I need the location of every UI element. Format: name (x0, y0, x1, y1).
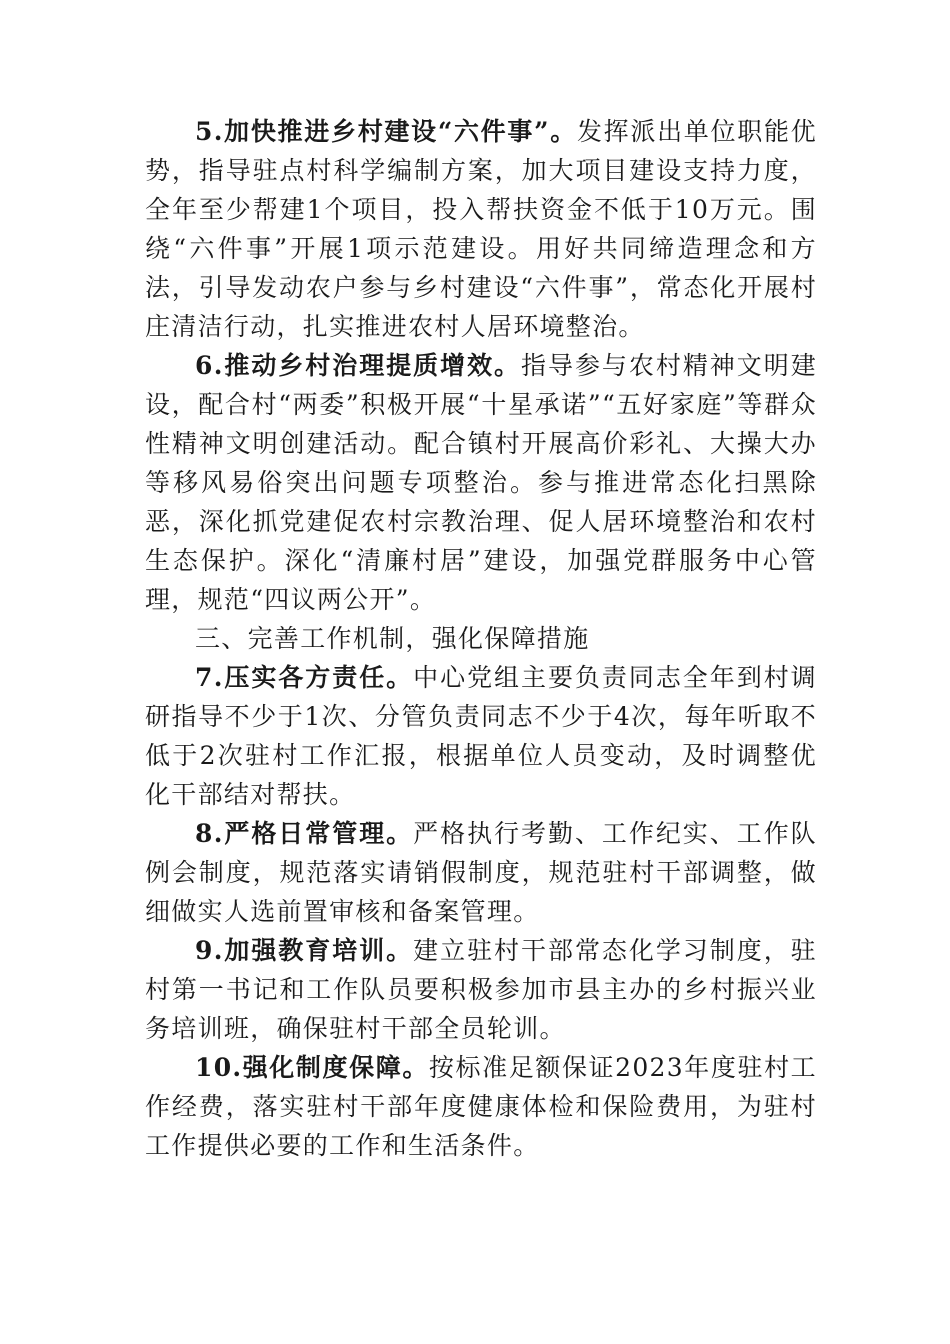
paragraph-6-body: 指导参与农村精神文明建设，配合村“两委”积极开展“十星承诺”“五好家庭”等群众性精神文明创建活动。配合镇村开展高价彩礼、大操大办等移风易俗突出问题专项整治。参与推进常态化扫黑除恶，深化抓党建促农村宗教治理、促人居环境整治和农村生态保护。深化“清廉村居”建设，加强党群服务中心管理，规范“四议两公开”。 (145, 351, 817, 614)
paragraph-9-title: 9.加强教育培训。 (195, 936, 414, 965)
paragraph-5-body: 发挥派出单位职能优势，指导驻点村科学编制方案，加大项目建设支持力度，全年至少帮建1个项目，投入帮扶资金不低于10万元。围绕“六件事”开展1项示范建设。用好共同缔造理念和方法，引导发动农户参与乡村建设“六件事”，常态化开展村庄清洁行动，扎实推进农村人居环境整治。 (145, 117, 817, 341)
paragraph-7 (145, 658, 817, 814)
section-heading: 三、完善工作机制，强化保障措施 (195, 624, 590, 653)
paragraph-6-title: 6.推动乡村治理提质增效。 (195, 351, 522, 380)
paragraph-10 (145, 1048, 817, 1165)
paragraph-8-title: 8.严格日常管理。 (195, 819, 414, 848)
paragraph-10-title: 10.强化制度保障。 (195, 1053, 429, 1082)
paragraph-5 (145, 112, 817, 346)
paragraph-10-body: 按标准足额保证2023年度驻村工作经费，落实驻村干部年度健康体检和保险费用，为驻村工作提供必要的工作和生活条件。 (145, 1053, 817, 1160)
paragraph-7-body: 中心党组主要负责同志全年到村调研指导不少于1次、分管负责同志不少于4次，每年听取不低于2次驻村工作汇报，根据单位人员变动，及时调整优化干部结对帮扶。 (145, 663, 817, 809)
paragraph-8 (145, 814, 817, 931)
paragraph-5-title: 5.加快推进乡村建设“六件事”。 (195, 117, 577, 146)
document-page (145, 112, 817, 1165)
paragraph-7-title: 7.压实各方责任。 (195, 663, 414, 692)
paragraph-6 (145, 346, 817, 619)
paragraph-9-body: 建立驻村干部常态化学习制度，驻村第一书记和工作队员要积极参加市县主办的乡村振兴业务培训班，确保驻村干部全员轮训。 (145, 936, 817, 1043)
paragraph-8-body: 严格执行考勤、工作纪实、工作队例会制度，规范落实请销假制度，规范驻村干部调整，做细做实人选前置审核和备案管理。 (145, 819, 817, 926)
paragraph-9 (145, 931, 817, 1048)
